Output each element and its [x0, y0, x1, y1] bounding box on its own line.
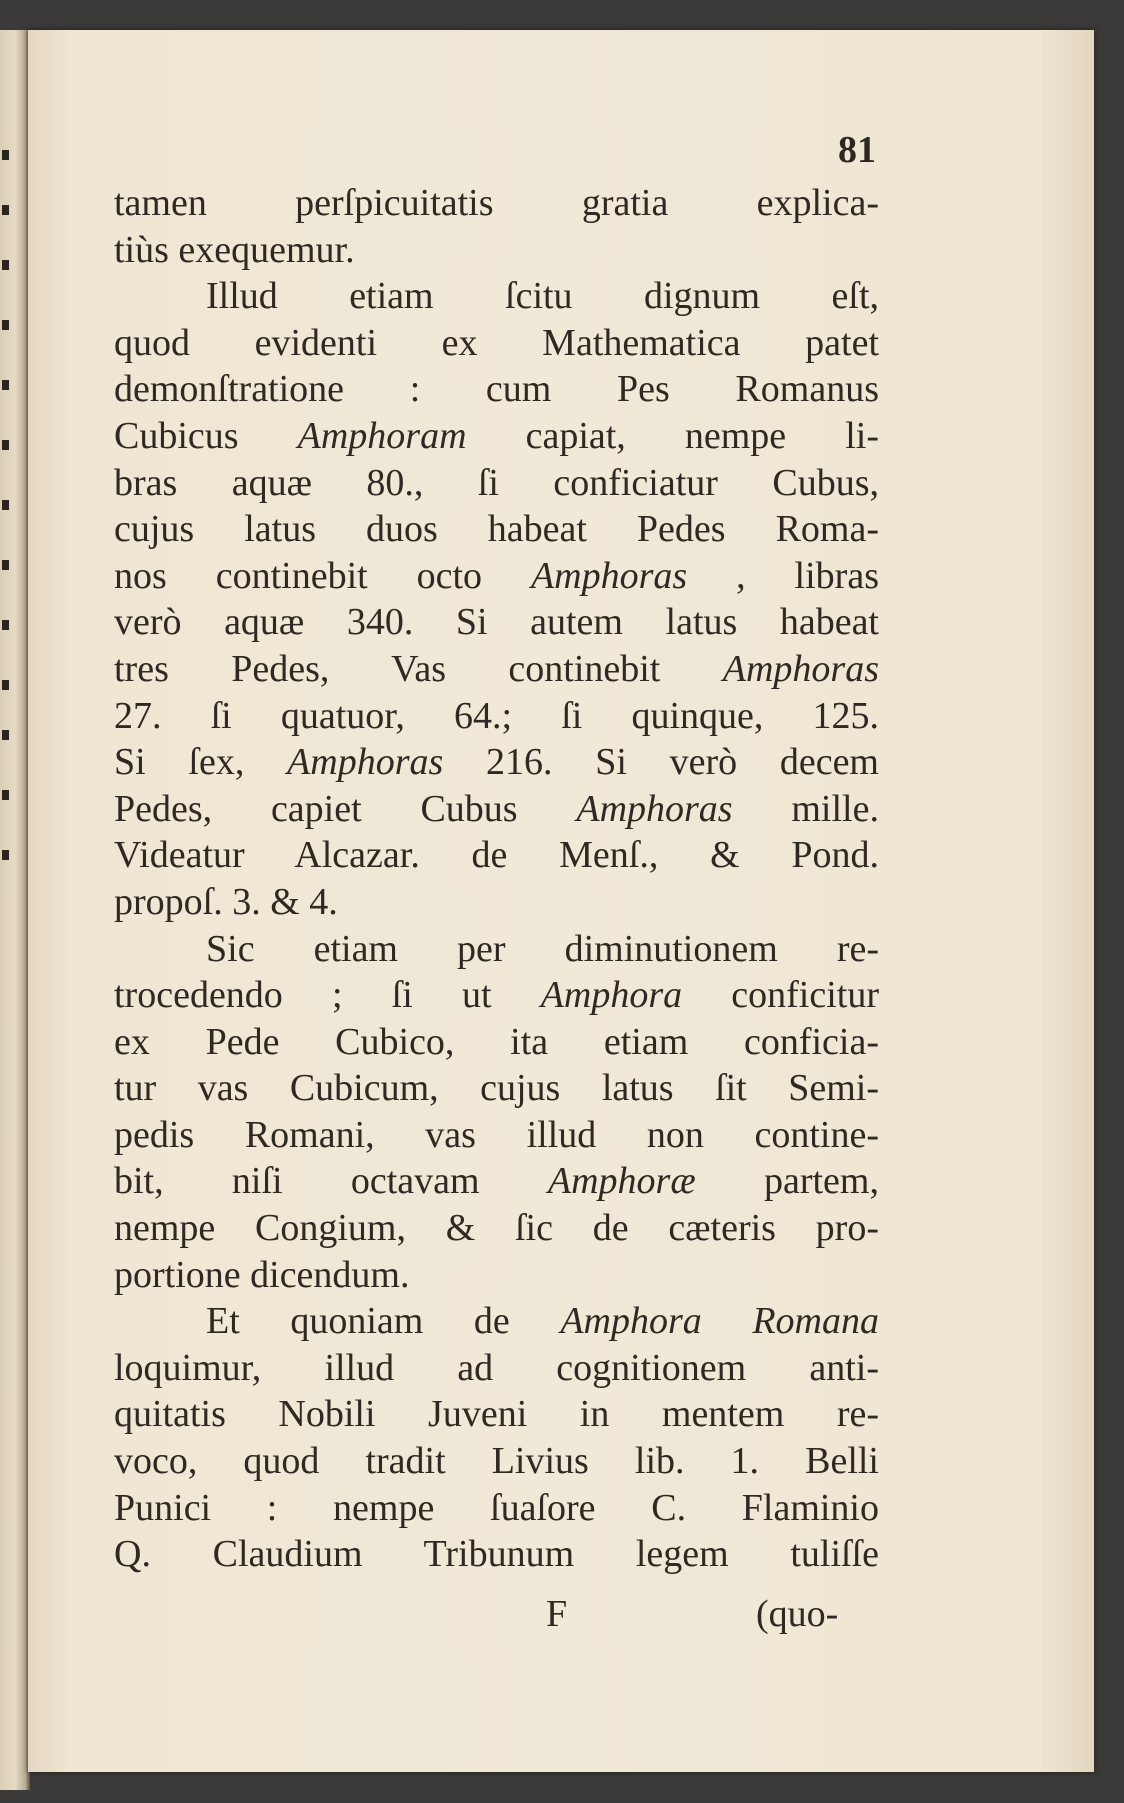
- text-line: [114, 1298, 879, 1345]
- text-line: [114, 972, 879, 1019]
- bleed-mark: [2, 790, 9, 800]
- bleed-mark: [2, 850, 9, 860]
- text-line: [114, 926, 879, 973]
- bleed-mark: [2, 150, 9, 160]
- text-line: [114, 879, 879, 926]
- bleed-mark: [2, 620, 9, 630]
- italic-text: Amphora Romana: [560, 1300, 879, 1343]
- text-line: [114, 1112, 879, 1159]
- text-line: [114, 646, 879, 693]
- text-line: [114, 506, 879, 553]
- text-line: [114, 693, 879, 740]
- text-line: [114, 1531, 879, 1578]
- text-segment: partem,: [695, 1160, 879, 1203]
- text-segment: 216. Si verò decem: [443, 741, 879, 784]
- text-segment: capiat, nempe li-: [466, 414, 879, 457]
- book-page: [28, 30, 1094, 1772]
- text-segment: cujus latus duos habeat Pedes Roma-: [114, 508, 879, 551]
- text-line: [114, 1205, 879, 1252]
- text-segment: voco, quod tradit Livius lib. 1. Belli: [114, 1440, 879, 1483]
- text-segment: nempe Congium, & ſic de cæteris pro-: [114, 1207, 879, 1250]
- text-segment: tiùs exequemur.: [114, 228, 355, 271]
- text-line: [114, 273, 879, 320]
- text-line: [114, 599, 879, 646]
- text-segment: trocedendo ; ſi ut: [114, 974, 541, 1017]
- text-segment: demonſtratione : cum Pes Romanus: [114, 368, 879, 411]
- text-segment: nos continebit octo: [114, 554, 531, 597]
- text-segment: Et quoniam de: [206, 1300, 561, 1343]
- text-segment: quod evidenti ex Mathematica patet: [114, 321, 879, 364]
- bleed-mark: [2, 320, 9, 330]
- italic-text: Amphoræ: [547, 1160, 696, 1203]
- text-segment: tamen perſpicuitatis gratia explica-: [114, 182, 879, 224]
- italic-text: Amphoras: [287, 741, 444, 784]
- text-segment: pedis Romani, vas illud non contine-: [114, 1113, 879, 1156]
- text-segment: loquimur, illud ad cognitionem anti-: [114, 1346, 879, 1389]
- bleed-mark: [2, 500, 9, 510]
- text-segment: , libras: [687, 554, 879, 597]
- text-line: [114, 1485, 879, 1532]
- text-line: [114, 553, 879, 600]
- text-line: [114, 413, 879, 460]
- text-segment: verò aquæ 340. Si autem latus habeat: [114, 601, 879, 644]
- text-line: [114, 739, 879, 786]
- text-segment: Q. Claudium Tribunum legem tuliſſe: [114, 1533, 879, 1576]
- text-segment: ex Pede Cubico, ita etiam conficia-: [114, 1020, 879, 1063]
- text-line: [114, 1391, 879, 1438]
- catchword: (quo-: [756, 1593, 839, 1635]
- text-segment: tur vas Cubicum, cujus latus ſit Semi-: [114, 1067, 879, 1110]
- text-line: [114, 227, 879, 274]
- text-line: [114, 460, 879, 507]
- text-line: [114, 1158, 879, 1205]
- italic-text: Amphoras: [530, 554, 688, 597]
- text-segment: bit, niſi octavam: [114, 1160, 548, 1203]
- text-line: [114, 180, 879, 227]
- text-line: [114, 786, 879, 833]
- text-segment: Pedes, capiet Cubus: [114, 787, 577, 830]
- text-segment: Sic etiam per diminutionem re-: [206, 927, 879, 970]
- bleed-mark: [2, 380, 9, 390]
- italic-text: Amphoras: [576, 787, 733, 830]
- bleed-mark: [2, 730, 9, 740]
- text-segment: tres Pedes, Vas continebit: [114, 647, 723, 690]
- text-line: [114, 366, 879, 413]
- text-line: [114, 1019, 879, 1066]
- italic-text: Amphoras: [722, 647, 879, 690]
- text-segment: Videatur Alcazar. de Menſ., & Pond.: [114, 834, 879, 877]
- previous-page-edge: [0, 30, 30, 1790]
- text-line: [114, 1438, 879, 1485]
- text-line: [114, 1345, 879, 1392]
- bleed-mark: [2, 440, 9, 450]
- bleed-mark: [2, 260, 9, 270]
- text-segment: Si ſex,: [114, 741, 288, 784]
- text-segment: bras aquæ 80., ſi conficiatur Cubus,: [114, 461, 879, 504]
- italic-text: Amphora: [540, 974, 683, 1017]
- text-segment: propoſ. 3. & 4.: [114, 880, 338, 923]
- signature-mark: F: [546, 1593, 568, 1635]
- text-segment: Illud etiam ſcitu dignum eſt,: [206, 275, 879, 318]
- text-line: [114, 832, 879, 879]
- text-line: [114, 1065, 879, 1112]
- bleed-mark: [2, 205, 9, 215]
- text-segment: portione dicendum.: [114, 1253, 410, 1296]
- bleed-mark: [2, 560, 9, 570]
- text-segment: Punici : nempe ſuaſore C. Flaminio: [114, 1486, 879, 1529]
- body-text: [114, 180, 879, 1578]
- bleed-mark: [2, 680, 9, 690]
- italic-text: Amphoram: [297, 414, 467, 457]
- text-segment: mille.: [732, 787, 879, 830]
- text-segment: conficitur: [682, 974, 879, 1017]
- text-line: [114, 320, 879, 367]
- text-segment: Cubicus: [114, 414, 298, 457]
- text-segment: 27. ſi quatuor, 64.; ſi quinque, 125.: [114, 694, 879, 737]
- page-number: 81: [838, 129, 876, 171]
- text-segment: quitatis Nobili Juveni in mentem re-: [114, 1393, 879, 1436]
- text-line: [114, 1252, 879, 1299]
